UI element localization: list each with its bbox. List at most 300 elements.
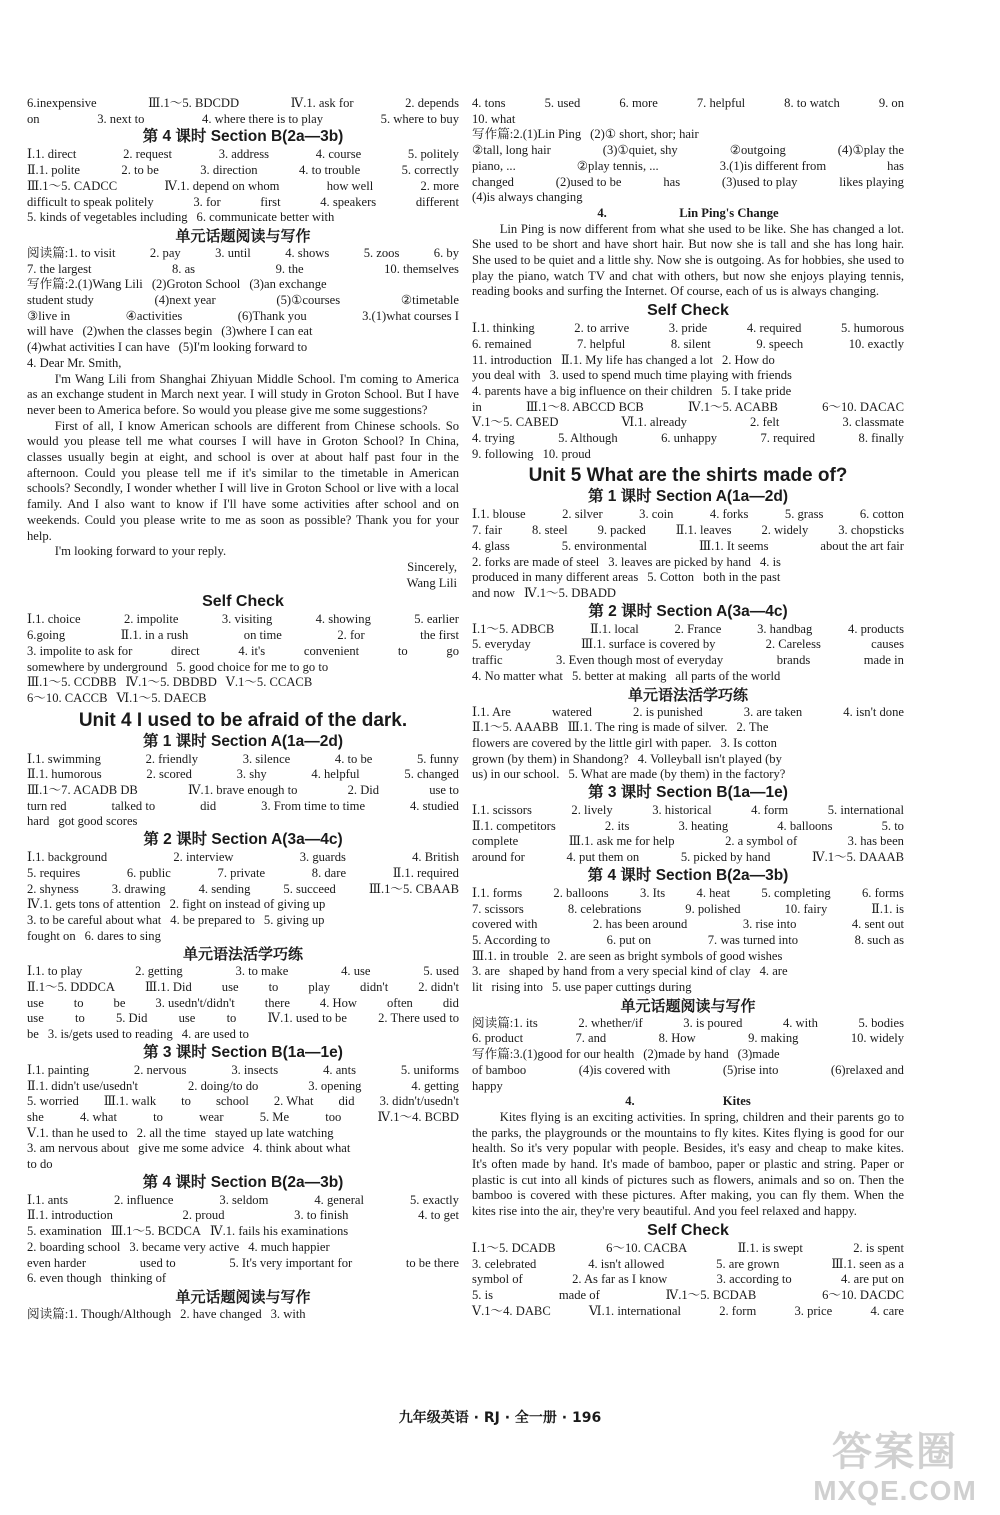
- answer-item: 4. products: [848, 621, 904, 636]
- answer-item: 3.(1)is different from: [719, 158, 827, 173]
- answer-item: to: [73, 995, 84, 1010]
- answer-item: 2. all the time: [136, 1125, 206, 1140]
- answer-item: 5. What are made (by them) in the factory?: [568, 767, 786, 782]
- lesson-heading: 第 3 课时 Section B(1a—1e): [143, 1043, 343, 1061]
- answer-item: 2. has been around: [592, 917, 688, 932]
- answer-line: [472, 980, 904, 996]
- answer-item: 4. No matter what: [472, 668, 563, 683]
- answer-item: Ⅰ.1. choice: [27, 612, 81, 627]
- answer-line: [27, 866, 459, 882]
- answer-item: 8. celebrations: [567, 901, 642, 916]
- answer-item: 4. to get: [418, 1208, 459, 1223]
- answer-item: 3. until: [215, 245, 251, 260]
- answer-line: [472, 886, 904, 902]
- letter-signature: Sincerely,: [407, 559, 457, 574]
- answer-line: [27, 767, 459, 783]
- answer-item: 10. what: [472, 111, 516, 126]
- answer-item: 2. forks are made of steel: [472, 554, 600, 569]
- answer-item: happy: [472, 1078, 503, 1093]
- answer-item: 3. From time to time: [261, 798, 366, 813]
- answer-item: 4. forks: [709, 507, 749, 522]
- answer-line: [27, 163, 459, 179]
- answer-item: 4. balloons: [777, 818, 833, 833]
- answer-item: 3. are: [472, 964, 500, 979]
- answer-item: 3. to finish: [294, 1208, 349, 1223]
- answer-item: (3)①quiet, shy: [602, 143, 678, 158]
- answer-line: [27, 799, 459, 815]
- answer-line: [27, 1208, 459, 1224]
- answer-item: 8. such as: [854, 932, 904, 947]
- answer-item: 5. grass: [784, 507, 824, 522]
- answer-item: will have: [27, 324, 74, 339]
- answer-item: Ⅳ.1～4. BCBD: [377, 1109, 459, 1124]
- answer-line: [27, 356, 459, 372]
- answer-line: [472, 190, 904, 206]
- answer-item: to do: [27, 1157, 53, 1172]
- answer-item: 4. trying: [472, 431, 515, 446]
- answer-item: 8. finally: [858, 431, 904, 446]
- answer-item: us) in our school.: [472, 767, 560, 782]
- answer-line: [472, 507, 904, 523]
- answer-item: did: [200, 798, 217, 813]
- answer-line: [27, 691, 459, 707]
- answer-item: 2. Careless: [765, 637, 821, 652]
- answer-item: Ⅰ.1. thinking: [472, 321, 535, 336]
- answer-item: 3. Is cotton: [720, 735, 777, 750]
- answer-item: to: [181, 1094, 191, 1109]
- answer-item: 4. with: [782, 1015, 818, 1030]
- answer-item: different: [415, 194, 459, 209]
- answer-item: (3)an exchange: [249, 277, 327, 292]
- answer-item: 2. pay: [149, 245, 181, 260]
- answer-item: on: [27, 111, 40, 126]
- answer-item: complete: [472, 834, 519, 849]
- lesson-heading: 第 4 课时 Section B(2a—3b): [142, 128, 344, 146]
- answer-item: 4. required: [746, 321, 802, 336]
- answer-item: 5. humorous: [841, 321, 904, 336]
- answer-item: 5. are grown: [716, 1256, 780, 1271]
- answer-line: [27, 675, 459, 691]
- answer-item: 5. worried: [27, 1094, 79, 1109]
- answer-item: Ⅳ.1～5. BCDAB: [665, 1288, 757, 1302]
- answer-line: [27, 612, 459, 628]
- answer-line: [472, 1016, 904, 1032]
- answer-line: [27, 179, 459, 195]
- answer-item: (4)is always changing: [472, 190, 583, 205]
- answer-line: [472, 586, 904, 602]
- answer-item: on time: [243, 628, 282, 643]
- answer-item: 2. Did: [347, 783, 380, 798]
- answer-item: 3. are taken: [743, 704, 803, 719]
- answer-item: traffic: [472, 653, 503, 668]
- answer-line: [27, 964, 459, 980]
- answer-item: first: [260, 194, 281, 209]
- answer-item: 5. good choice for me to go to: [176, 659, 329, 674]
- answer-line: [27, 644, 459, 660]
- answer-item: produced in many different areas: [472, 570, 639, 585]
- answer-line: [27, 783, 459, 799]
- answer-item: somewhere by underground: [27, 659, 168, 674]
- answer-line: [472, 1047, 904, 1063]
- answer-item: Ⅰ.1. background: [27, 850, 108, 865]
- answer-item: likes playing: [839, 174, 904, 189]
- answer-line: [27, 1224, 459, 1240]
- answer-item: Ⅱ.1. My life has changed a lot: [560, 352, 713, 367]
- answer-item: 2. interview: [173, 850, 234, 865]
- answer-line: [27, 1079, 459, 1095]
- answer-item: 11. introduction: [472, 352, 552, 367]
- answer-item: (3)where I can eat: [221, 324, 313, 339]
- answer-item: Ⅳ.1. fails his examinations: [210, 1224, 349, 1239]
- answer-item: 4. sent out: [851, 917, 904, 932]
- answer-item: 3. usedn't/didn't: [155, 995, 235, 1010]
- answer-item: Ⅲ.1～5. CADCC: [27, 178, 118, 193]
- answer-item: ③live in: [27, 308, 71, 323]
- answer-item: 5. It's very important for: [229, 1255, 353, 1270]
- answer-line: [27, 340, 459, 356]
- answer-line: [472, 669, 904, 685]
- answer-line: [472, 96, 904, 112]
- answer-item: didn't: [360, 980, 389, 995]
- answer-item: 3. address: [218, 147, 270, 162]
- answer-item: 2. scored: [146, 767, 192, 782]
- answer-item: 6. by: [433, 245, 459, 260]
- answer-item: 3. opening: [308, 1078, 362, 1093]
- answer-item: 3. according to: [716, 1272, 792, 1287]
- answer-line: [27, 1271, 459, 1287]
- lesson-heading: 第 2 课时 Section A(3a—4c): [588, 602, 788, 620]
- answer-item: to: [153, 1109, 163, 1124]
- answer-line: [472, 819, 904, 835]
- answer-item: 5. international: [827, 803, 904, 818]
- answer-item: 4. think about what: [253, 1141, 351, 1156]
- answer-item: 3. leaves are picked by hand: [608, 554, 751, 569]
- answer-item: 7. helpful: [577, 336, 626, 351]
- answer-line: [472, 1304, 904, 1320]
- answer-item: 2. is punished: [633, 704, 703, 719]
- answer-line: [472, 555, 904, 571]
- answer-item: 3. is/gets used to reading: [47, 1027, 173, 1042]
- answer-item: 8. to watch: [784, 96, 840, 110]
- answer-line: [472, 159, 904, 175]
- answer-item: 3. has been: [847, 834, 904, 849]
- answer-item: 2. didn't: [418, 980, 459, 995]
- answer-item: (5)I'm looking forward to: [178, 340, 308, 355]
- answer-item: 3. seldom: [219, 1192, 269, 1207]
- answer-item: (2)used to be: [555, 174, 622, 189]
- answer-line: [27, 1157, 459, 1173]
- answer-item: Ⅱ.1. is: [871, 901, 904, 916]
- answer-item: (4)what activities I can have: [27, 340, 170, 355]
- answer-item: 6. public: [126, 865, 171, 880]
- answer-item: 9. polished: [685, 901, 741, 916]
- answer-item: piano, ...: [472, 158, 516, 173]
- answer-line: [472, 949, 904, 965]
- answer-line: [472, 834, 904, 850]
- answer-item: 5. examination: [27, 1224, 102, 1239]
- answer-item: 5. zoos: [363, 245, 400, 260]
- answer-line: [27, 309, 459, 325]
- answer-item: 5. used: [423, 964, 459, 979]
- essay-paragraph: I'm looking forward to your reply.: [54, 544, 227, 559]
- topic-heading: 单元语法活学巧练: [182, 945, 303, 964]
- answer-item: Ⅰ.1～5. DCADB: [472, 1240, 556, 1255]
- answer-item: 2. form: [719, 1303, 757, 1318]
- answer-item: 3. drawing: [111, 881, 166, 896]
- answer-item: there: [264, 995, 290, 1010]
- answer-line: [27, 96, 459, 112]
- answer-item: use: [27, 1011, 44, 1026]
- answer-item: school: [215, 1094, 249, 1109]
- answer-item: 5. bodies: [858, 1015, 904, 1030]
- lesson-heading: 第 2 课时 Section A(3a—4c): [143, 831, 343, 849]
- answer-item: Ⅲ.1. in trouble: [472, 948, 549, 963]
- answer-line: [472, 447, 904, 463]
- answer-line: [472, 1241, 904, 1257]
- answer-item: 10. exactly: [848, 336, 904, 351]
- answer-item: Ⅱ.1. didn't use/usedn't: [27, 1078, 139, 1093]
- answer-item: 8. dare: [311, 865, 347, 880]
- answer-item: 2. depends: [405, 96, 459, 110]
- answer-item: 4. put them on: [566, 850, 640, 865]
- answer-item: go: [446, 643, 459, 658]
- answer-item: to: [226, 1011, 237, 1026]
- answer-line: [472, 1079, 904, 1095]
- self-check-heading: Self Check: [202, 593, 284, 611]
- answer-item: 3. rise into: [742, 917, 797, 932]
- answer-item: (4)next year: [154, 293, 216, 308]
- answer-line: [472, 321, 904, 337]
- answer-item: 7. helpful: [696, 96, 746, 110]
- answer-line: [27, 1094, 459, 1110]
- answer-line: [27, 1126, 459, 1142]
- answer-item: 5. environmental: [561, 538, 648, 553]
- answer-item: did: [338, 1094, 355, 1109]
- answer-item: even harder: [27, 1255, 87, 1270]
- answer-item: 5. picked by hand: [680, 850, 771, 865]
- answer-item: 2. fight on instead of giving up: [169, 897, 326, 912]
- answer-item: be: [27, 1027, 39, 1042]
- answer-item: fought on: [27, 928, 76, 943]
- answer-item: 6. unhappy: [661, 431, 718, 446]
- answer-line: [27, 628, 459, 644]
- answer-item: to: [74, 1011, 85, 1026]
- answer-item: 6. more: [619, 96, 658, 110]
- answer-item: 4. How: [319, 995, 357, 1010]
- answer-item: hard: [27, 814, 50, 829]
- answer-item: 4. general: [314, 1192, 365, 1207]
- answer-item: 2. influence: [113, 1192, 174, 1207]
- answer-line: [27, 814, 459, 830]
- answer-item: Ⅴ.1～4. DABC: [472, 1303, 551, 1318]
- answer-item: used to: [139, 1255, 176, 1270]
- answer-item: ②tall, long hair: [472, 143, 551, 158]
- answer-item: often: [386, 995, 413, 1010]
- answer-line: [27, 850, 459, 866]
- watermark-url-text: MXQE.COM: [813, 1475, 977, 1506]
- answer-item: 6. dares to sing: [84, 928, 161, 943]
- answer-line: [472, 1288, 904, 1304]
- answer-line: [472, 1272, 904, 1288]
- answer-item: 5. requires: [27, 865, 81, 880]
- answer-item: 4. sending: [198, 881, 251, 896]
- answer-item: ②timetable: [400, 293, 459, 308]
- answer-line: [472, 1031, 904, 1047]
- answer-item: 5. used: [544, 96, 581, 110]
- answer-item: 3. price: [794, 1303, 833, 1318]
- answer-item: (6)relaxed and: [830, 1062, 904, 1077]
- answer-item: turn red: [27, 798, 67, 813]
- answer-item: 6～10. DACAC: [822, 399, 904, 414]
- answer-item: 2. to arrive: [574, 321, 630, 336]
- answer-item: 3. guards: [299, 850, 346, 865]
- answer-item: 4. isn't allowed: [588, 1256, 665, 1271]
- answer-item: 2. boarding school: [27, 1239, 121, 1254]
- answer-item: Ⅰ.1. Are: [472, 704, 511, 719]
- answer-item: Ⅳ.1～5. DBDBD: [125, 675, 217, 690]
- answer-item: 写作篇:2.(1)Lin Ping: [472, 127, 582, 142]
- answer-item: of bamboo: [472, 1062, 527, 1077]
- answer-item: 2. There used to: [378, 1011, 459, 1026]
- answer-item: Ⅲ.1. surface is covered by: [580, 637, 716, 652]
- answer-item: (2)① short, shor; hair: [590, 127, 699, 142]
- answer-item: 5. Although: [558, 431, 618, 446]
- answer-item: thinking of: [110, 1271, 167, 1286]
- answer-item: 3. to make: [235, 964, 289, 979]
- answer-item: Ⅱ.1. competitors: [472, 818, 556, 833]
- answer-item: 5. better at making: [571, 668, 667, 683]
- answer-item: 8. as: [172, 261, 196, 276]
- answer-item: play: [308, 980, 331, 995]
- answer-item: 2. balloons: [553, 885, 609, 900]
- topic-heading: 单元话题阅读与写作: [175, 226, 311, 245]
- answer-line: [27, 1011, 459, 1027]
- answer-line: [472, 653, 904, 669]
- answer-item: 4. be prepared to: [170, 912, 255, 927]
- answer-item: (2)when the classes begin: [82, 324, 213, 339]
- answer-item: ②play tennis, ...: [576, 158, 659, 173]
- answer-item: 9. the: [275, 261, 304, 276]
- answer-line: [472, 767, 904, 783]
- answer-item: ②outgoing: [729, 143, 786, 158]
- answer-item: 5. changed: [404, 767, 459, 782]
- answer-line: [27, 210, 459, 226]
- answer-item: 7. private: [217, 865, 266, 880]
- answer-line: [472, 803, 904, 819]
- answer-item: lit: [472, 980, 483, 995]
- answer-line: [472, 368, 904, 384]
- answer-item: 4. are put on: [841, 1272, 904, 1287]
- answer-item: 2. for: [337, 628, 365, 643]
- answer-item: 5. Me: [259, 1109, 290, 1124]
- answer-item: Ⅲ.1. seen as a: [831, 1256, 904, 1271]
- answer-item: 4. to trouble: [299, 163, 361, 178]
- answer-item: give me some advice: [138, 1141, 245, 1156]
- answer-item: 5. earlier: [414, 612, 459, 627]
- answer-line: [472, 431, 904, 447]
- answer-item: 5. correctly: [401, 163, 459, 178]
- answer-item: 3. coin: [639, 507, 674, 522]
- answer-item: Ⅱ.1. polite: [27, 163, 80, 178]
- answer-item: 5. According to: [472, 932, 550, 947]
- answer-item: Ⅳ.1. used to be: [267, 1011, 347, 1026]
- answer-item: Ⅱ.1. introduction: [27, 1208, 113, 1223]
- answer-line: [472, 637, 904, 653]
- answer-line: [472, 933, 904, 949]
- answer-item: the first: [420, 628, 459, 643]
- answer-item: 3. impolite to ask for: [27, 643, 133, 658]
- answer-item: around for: [472, 850, 525, 865]
- answer-item: (2)made by hand: [643, 1047, 729, 1062]
- answer-item: made of: [558, 1288, 600, 1302]
- answer-item: 3. Even though most of everyday: [556, 653, 724, 668]
- answer-item: Ⅱ.1. required: [392, 865, 459, 880]
- answer-line: [27, 660, 459, 676]
- answer-line: [472, 705, 904, 721]
- answer-item: use: [221, 980, 239, 995]
- answer-item: 5. where to buy: [380, 111, 459, 126]
- answer-item: 3. am nervous about: [27, 1141, 130, 1156]
- answer-item: 4. is: [759, 554, 781, 569]
- answer-item: Ⅲ.1～5. BCDCA: [110, 1224, 202, 1239]
- answer-item: 7. fair: [472, 523, 503, 538]
- answer-item: Ⅰ.1. to play: [27, 964, 83, 979]
- answer-item: 6～10. DACDC: [822, 1288, 904, 1302]
- answer-item: 3. pride: [668, 321, 708, 336]
- answer-item: 2. request: [123, 147, 173, 162]
- answer-item: 5. completing: [761, 885, 831, 900]
- answer-line: [472, 964, 904, 980]
- answer-line: [472, 752, 904, 768]
- answer-item: 2. proud: [182, 1208, 225, 1223]
- answer-item: Ⅱ.1. is swept: [737, 1240, 803, 1255]
- answer-item: 7. required: [760, 431, 816, 446]
- answer-item: 4. Volleyball isn't played (by: [637, 751, 782, 766]
- answer-item: 3. to be careful about what: [27, 912, 162, 927]
- answer-item: causes: [871, 637, 904, 652]
- answer-item: has: [887, 158, 904, 173]
- answer-item: did: [442, 995, 459, 1010]
- answer-line: [27, 1307, 459, 1323]
- answer-item: has: [663, 174, 681, 189]
- answer-item: 5. succeed: [283, 881, 336, 896]
- answer-item: (5)①courses: [276, 293, 341, 308]
- page-footer: 九年级英语 · RJ · 全一册 · 196: [398, 1410, 602, 1426]
- answer-item: Ⅰ.1. direct: [27, 147, 77, 162]
- answer-item: Ⅰ.1. blouse: [472, 507, 526, 522]
- answer-line: [27, 980, 459, 996]
- answer-item: 4. parents have a big influence on their children: [472, 383, 713, 398]
- answer-item: convenient: [303, 643, 360, 658]
- answer-item: 4. use: [341, 964, 371, 979]
- answer-item: 2. The: [736, 720, 769, 735]
- answer-line: [27, 1063, 459, 1079]
- answer-item: Ⅰ.1. forms: [472, 885, 523, 900]
- answer-item: 2. a symbol of: [725, 834, 798, 849]
- answer-item: 2. shyness: [27, 881, 79, 896]
- answer-item: 3. celebrated: [472, 1256, 537, 1271]
- topic-heading: 单元语法活学巧练: [627, 685, 748, 704]
- answer-item: and now: [472, 585, 516, 600]
- answer-item: 3. is poured: [683, 1015, 743, 1030]
- answer-item: 4. what: [79, 1109, 118, 1124]
- answer-item: 2. have changed: [180, 1307, 262, 1321]
- answer-item: 2. getting: [135, 964, 183, 979]
- answer-item: 6.going: [27, 628, 66, 643]
- answer-item: watered: [552, 704, 592, 719]
- answer-line: [27, 324, 459, 340]
- answer-item: 6.inexpensive: [27, 96, 97, 110]
